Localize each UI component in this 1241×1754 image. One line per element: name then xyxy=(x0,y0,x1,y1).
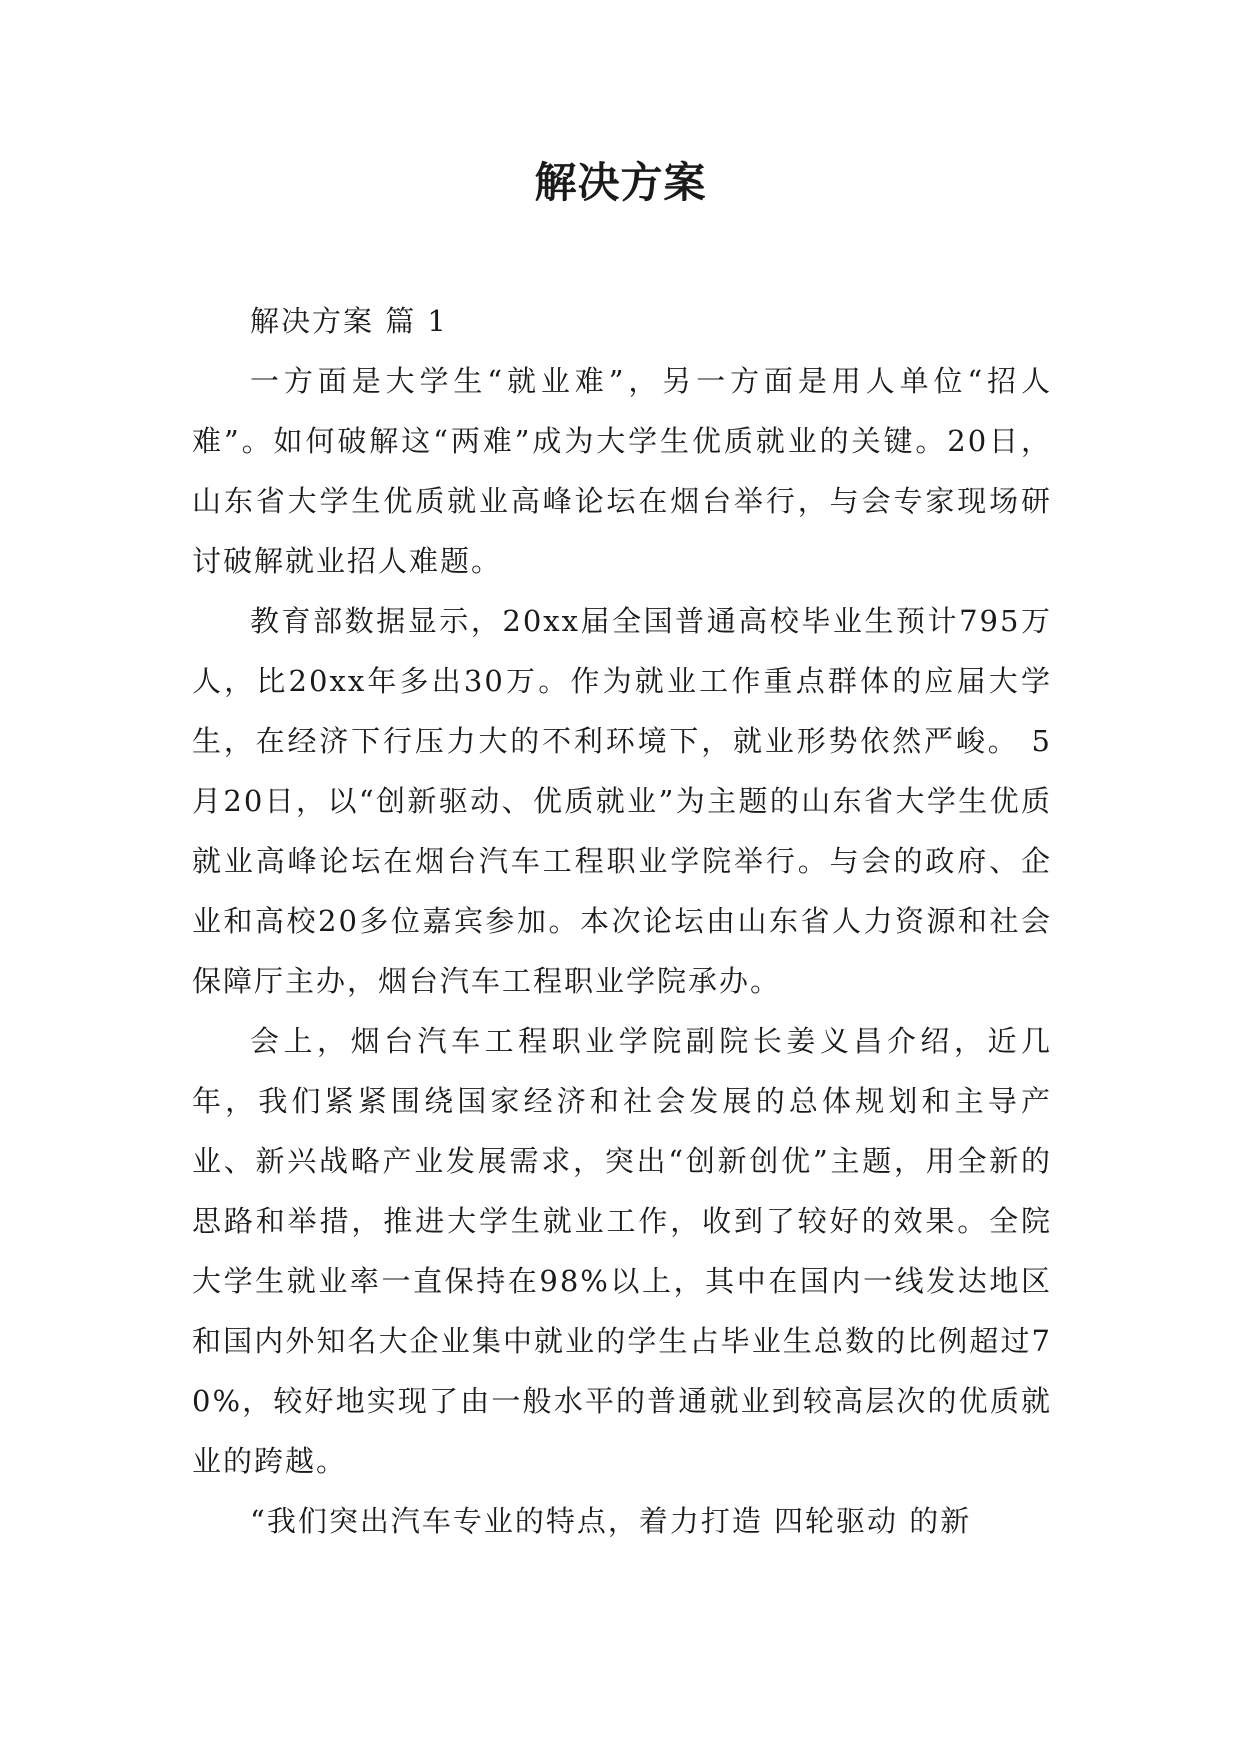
paragraph-2: 教育部数据显示，20xx届全国普通高校毕业生预计795万人，比20xx年多出30万。作为就业工作重点群体的应届大学生，在经济下行压力大的不利环境下，就业形势依然严峻。 5月20日，以“创新驱动、优质就业”为主题的山东省大学生优质就业高峰论坛在烟台汽车工程职业学院举行。与会的政府、企业和高校20多位嘉宾参加。本次论坛由山东省人力资源和社会保障厅主办，烟台汽车工程职业学院承办。 xyxy=(192,604,1052,998)
paragraph-1: 一方面是大学生“就业难”，另一方面是用人单位“招人难”。如何破解这“两难”成为大学生优质就业的关键。20日，山东省大学生优质就业高峰论坛在烟台举行，与会专家现场研讨破解就业招人难题。 xyxy=(192,364,1052,578)
document-title: 解决方案 xyxy=(534,158,707,207)
paragraph-3: 会上，烟台汽车工程职业学院副院长姜义昌介绍，近几年，我们紧紧围绕国家经济和社会发展的总体规划和主导产业、新兴战略产业发展需求，突出“创新创优”主题，用全新的思路和举措，推进大学生就业工作，收到了较好的效果。全院大学生就业率一直保持在98%以上，其中在国内一线发达地区和国内外知名大企业集中就业的学生占毕业生总数的比例超过70%，较好地实现了由一般水平的普通就业到较高层次的优质就业的跨越。 xyxy=(192,1024,1052,1478)
document-body xyxy=(192,291,1052,1551)
paragraph-4: “我们突出汽车专业的特点，着力打造 四轮驱动 的新 xyxy=(250,1504,972,1538)
section-heading: 解决方案 篇 1 xyxy=(250,304,448,338)
